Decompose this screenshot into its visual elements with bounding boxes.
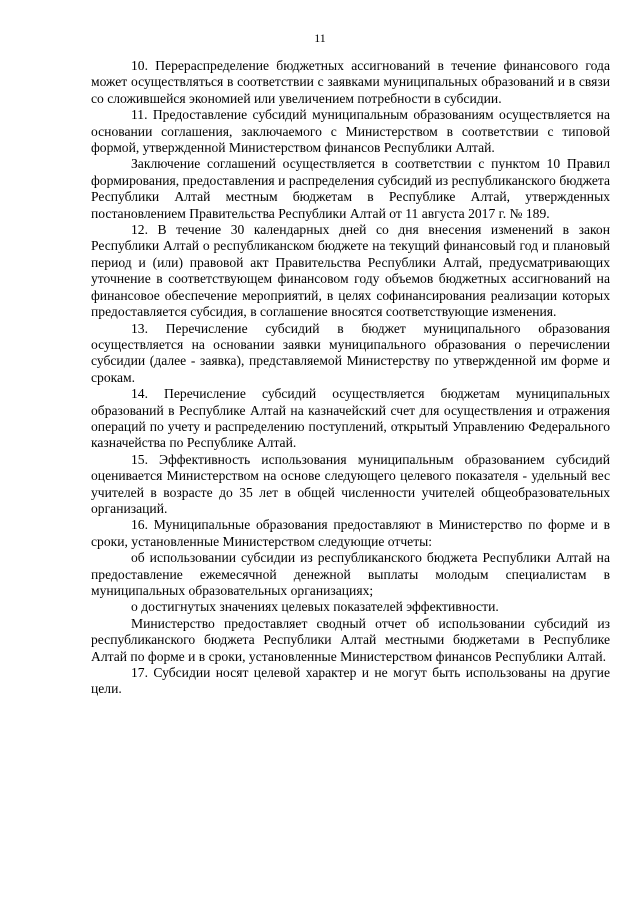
paragraph-item-15: 15. Эффективность использования муниципальным образованием субсидий оценивается Министерством на основе следующего целевого показателя - удельный вес учителей в возрасте до 35 лет в общей численности учителей общеобразовательных организаций.: [91, 451, 610, 516]
paragraph-item-17: 17. Субсидии носят целевой характер и не могут быть использованы на другие цели.: [91, 665, 610, 697]
paragraph-consolidated-report: Министерство предоставляет сводный отчет об использовании субсидий из республиканского бюджета Республики Алтай местными бюджетами в Республике Алтай по форме и в сроки, установленные Министерством финансов Республики Алтай.: [91, 615, 610, 664]
paragraph-agreement-conclusion: Заключение соглашений осуществляется в соответствии с пунктом 10 Правил формирования, предоставления и распределения субсидий из республиканского бюджета Республики Алтай местным бюджетам в Республике Алтай, утвержденных постановлением Правительства Республики Алтай от 11 августа 2017 г. № 189.: [91, 156, 610, 221]
paragraph-report-indicators: о достигнутых значениях целевых показателей эффективности.: [131, 599, 499, 615]
paragraph-item-14: 14. Перечисление субсидий осуществляется бюджетам муниципальных образований в Республике Алтай на казначейский счет для осуществления и отражения операций по учету и распределению поступлений, открытый Управлению Федерального казначейства по Республике Алтай.: [91, 386, 610, 451]
paragraph-item-11: 11. Предоставление субсидий муниципальным образованиям осуществляется на основании соглашения, заключаемого с Министерством в соответствии с типовой формой, утвержденной Министерством финансов Республики Алтай.: [91, 107, 610, 156]
paragraph-report-usage: об использовании субсидии из республиканского бюджета Республики Алтай на предоставление ежемесячной денежной выплаты молодым специалистам в муниципальных образовательных организациях;: [91, 550, 610, 598]
page-number: 11: [314, 31, 326, 45]
paragraph-item-13: 13. Перечисление субсидий в бюджет муниципального образования осуществляется на основании заявки муниципального образования о перечислении субсидии (далее - заявка), представляемой Министерству по утвержденной им форме и срокам.: [91, 320, 610, 385]
paragraph-item-16: 16. Муниципальные образования предоставляют в Министерство по форме и в сроки, установленные Министерством следующие отчеты:: [91, 517, 610, 549]
paragraph-item-10: 10. Перераспределение бюджетных ассигнований в течение финансового года может осуществляться в соответствии с заявками муниципальных образований и в связи со сложившейся экономией или увеличением потребности в субсидии.: [91, 58, 610, 106]
document-body: [91, 58, 610, 698]
paragraph-item-12: 12. В течение 30 календарных дней со дня внесения изменений в закон Республики Алтай о республиканском бюджете на текущий финансовый год и плановый период и (или) правовой акт Правительства Республики Алтай, предусматривающих уточнение в соответствующем финансовом году объемов бюджетных ассигнований на финансовое обеспечение мероприятий, в целях софинансирования реализации которых предоставляется субсидия, в соглашение вносятся соответствующие изменения.: [91, 222, 610, 320]
